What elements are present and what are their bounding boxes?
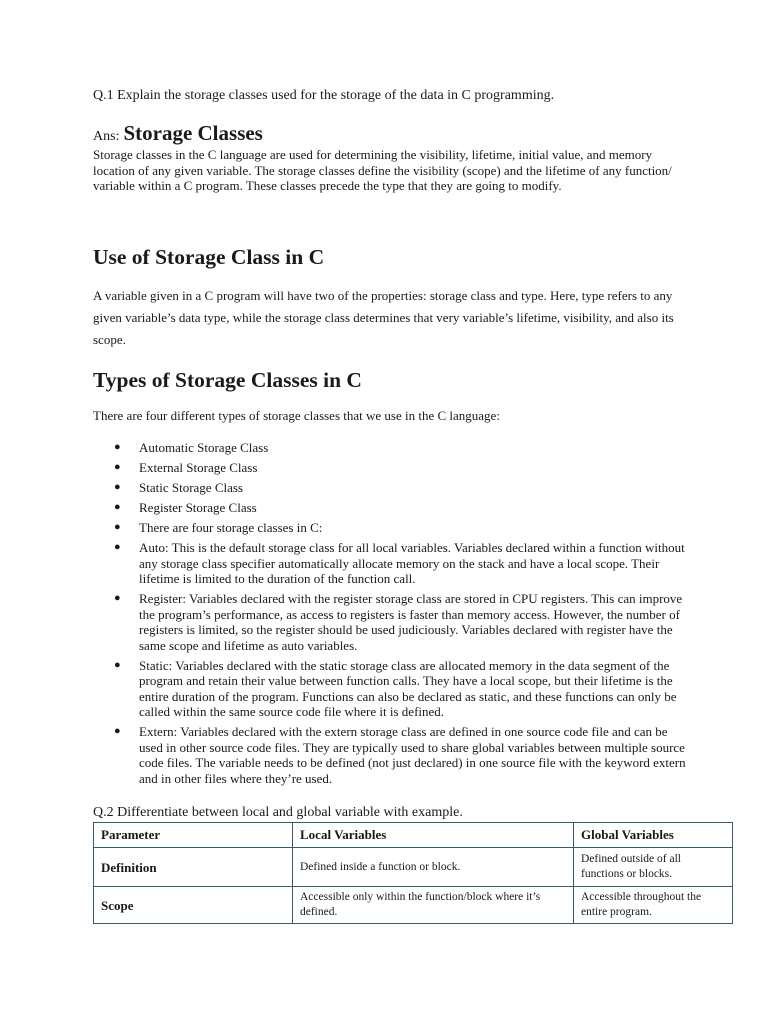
- header-local-variables: Local Variables: [293, 823, 574, 848]
- list-item: [93, 440, 693, 456]
- question-1: Q.1 Explain the storage classes used for the storage of the data in C programming.: [93, 88, 555, 103]
- table-cell: Defined outside of all functions or blocks.: [574, 848, 733, 887]
- answer-heading-line: [93, 121, 263, 146]
- table-cell: Accessible throughout the entire program.: [574, 887, 733, 924]
- list-item: [93, 540, 693, 587]
- list-item: [93, 724, 693, 786]
- list-item: [93, 500, 693, 516]
- bullet-icon: ●: [114, 481, 121, 493]
- list-item: [93, 520, 693, 536]
- list-item: [93, 460, 693, 476]
- table-row: [94, 887, 733, 924]
- list-item-text: Register: Variables declared with the register storage class are stored in CPU registers. This can improve the program’s performance, as access to registers is faster than memory access. However, the number of registers is limited, so the register should be used judiciously. Variables declared with register have the same scope and lifetime as auto variables.: [139, 591, 683, 653]
- bullet-icon: ●: [114, 592, 121, 604]
- table-header-row: [94, 823, 733, 848]
- answer-prefix: Ans:: [93, 129, 120, 144]
- list-item-text: Static: Variables declared with the static storage class are allocated memory in the data segment of the program and retain their value between function calls. They have a local scope, but their lifetime is the entire duration of the program. Functions can also be declared as static, and these functions can only be called within the same source code file where it is defined.: [139, 657, 677, 719]
- table-cell: Defined inside a function or block.: [293, 848, 574, 887]
- answer-paragraph: Storage classes in the C language are used for determining the visibility, lifetime, initial value, and memory location of any given variable. The storage classes define the visibility (scope) and the lifetime of any function/ variable within a C program. These classes precede the type that they are going to modify.: [93, 147, 672, 193]
- table-cell: Accessible only within the function/block where it’s defined.: [293, 887, 574, 924]
- list-item: [93, 591, 693, 653]
- bullet-icon: ●: [114, 725, 121, 737]
- row-label-scope: Scope: [94, 887, 293, 924]
- row-label-definition: Definition: [94, 848, 293, 887]
- types-section-intro: There are four different types of storage classes that we use in the C language:: [93, 408, 500, 423]
- list-item-text: External Storage Class: [139, 460, 258, 475]
- list-item-text: Static Storage Class: [139, 480, 243, 495]
- bullet-icon: ●: [114, 461, 121, 473]
- storage-class-list: [93, 440, 693, 791]
- list-item: [93, 480, 693, 496]
- storage-classes-heading: Storage Classes: [123, 121, 263, 145]
- comparison-table: [93, 822, 733, 924]
- bullet-icon: ●: [114, 658, 121, 671]
- list-item-text: Extern: Variables declared with the extern storage class are defined in one source code file and can be used in other source code files. They are typically used to share global variables between multiple source code files. The variable needs to be defined (not just declared) in one source file with the keyword extern and in other files where they’re used.: [139, 724, 686, 786]
- bullet-icon: ●: [114, 441, 121, 453]
- question-2: Q.2 Differentiate between local and global variable with example.: [93, 805, 463, 820]
- list-item-text: Automatic Storage Class: [139, 440, 269, 455]
- use-section-paragraph: A variable given in a C program will have two of the properties: storage class and type. Here, type refers to any given variable’s data type, while the storage class determines that very variable’s lifetime, visibility, and also its scope.: [93, 288, 674, 347]
- bullet-icon: ●: [114, 501, 121, 513]
- list-item-text: Register Storage Class: [139, 500, 257, 515]
- table-row: [94, 848, 733, 887]
- header-global-variables: Global Variables: [574, 823, 733, 848]
- use-section-heading: Use of Storage Class in C: [93, 245, 325, 269]
- list-item-text: There are four storage classes in C:: [139, 520, 323, 535]
- bullet-icon: ●: [114, 541, 121, 553]
- list-item: [93, 658, 693, 720]
- types-section-heading: Types of Storage Classes in C: [93, 368, 362, 392]
- bullet-icon: ●: [114, 521, 121, 533]
- header-parameter: Parameter: [94, 823, 293, 848]
- list-item-text: Auto: This is the default storage class for all local variables. Variables declared within a function without any storage class specifier automatically allocate memory on the stack and have a local scope. Their lifetime is limited to the duration of the function call.: [139, 540, 685, 586]
